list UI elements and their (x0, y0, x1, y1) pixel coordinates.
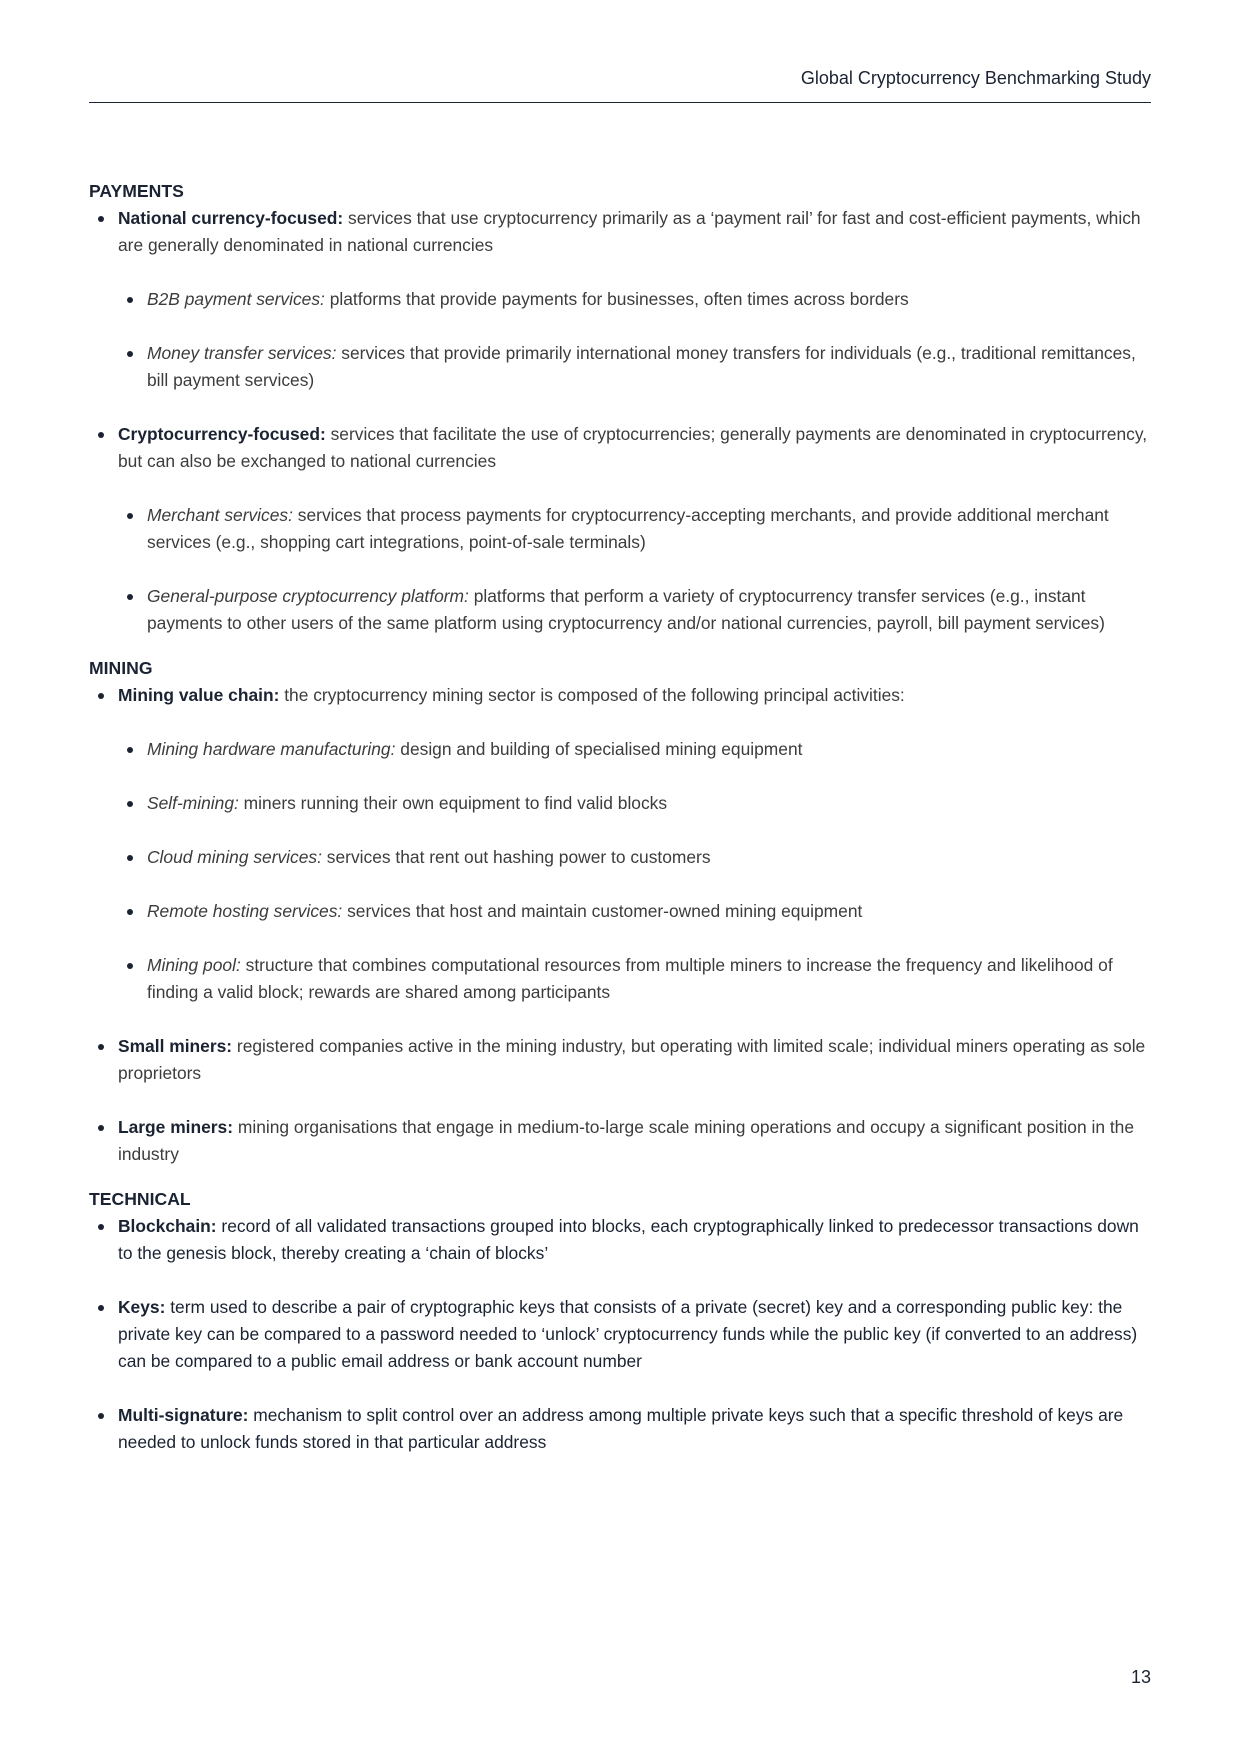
term: Large miners: (118, 1117, 234, 1137)
section-mining (89, 655, 1151, 1168)
sub-term: B2B payment services: (147, 289, 325, 309)
technical-list (89, 1213, 1151, 1456)
sub-term: Merchant services: (147, 505, 293, 525)
definition: the cryptocurrency mining sector is composed of the following principal activities: (284, 685, 905, 705)
term: Cryptocurrency-focused: (118, 424, 326, 444)
sub-list-item (118, 502, 1151, 556)
list-item (89, 205, 1151, 394)
list-item (89, 682, 1151, 1006)
sub-definition: services that host and maintain customer-owned mining equipment (347, 901, 863, 921)
sub-list-item (118, 898, 1151, 925)
sub-definition: structure that combines computational resources from multiple miners to increase the frequency and likelihood of finding a valid block; rewards are shared among participants (147, 955, 1113, 1002)
term: Small miners: (118, 1036, 233, 1056)
sub-list (118, 502, 1151, 637)
list-item (89, 1033, 1151, 1087)
definition: services that use cryptocurrency primarily as a ‘payment rail’ for fast and cost-efficient payments, which are generally denominated in national currencies (118, 208, 1141, 255)
term: Multi-signature: (118, 1405, 249, 1425)
sub-list-item (118, 286, 1151, 313)
sub-term: General-purpose cryptocurrency platform: (147, 586, 469, 606)
definition: term used to describe a pair of cryptographic keys that consists of a private (secret) key and a corresponding public key: the private key can be compared to a password needed to ‘unlock’ cryptocurrency funds while the public key (if converted to an address) can be compared to a public email address or bank account number (118, 1297, 1138, 1371)
term: National currency-focused: (118, 208, 344, 228)
term: Keys: (118, 1297, 166, 1317)
payments-list (89, 205, 1151, 637)
section-heading: MINING (89, 658, 153, 678)
sub-list-item (118, 583, 1151, 637)
term: Mining value chain: (118, 685, 280, 705)
sub-list (118, 286, 1151, 394)
list-item (89, 1402, 1151, 1456)
sub-term: Money transfer services: (147, 343, 337, 363)
glossary-content (89, 178, 1151, 1474)
list-item (89, 1213, 1151, 1267)
sub-list-item (118, 952, 1151, 1006)
section-payments (89, 178, 1151, 637)
definition: services that facilitate the use of cryptocurrencies; generally payments are denominated in cryptocurrency, but can also be exchanged to national currencies (118, 424, 1148, 471)
definition: mining organisations that engage in medium-to-large scale mining operations and occupy a significant position in the industry (118, 1117, 1135, 1164)
section-heading: TECHNICAL (89, 1189, 191, 1209)
list-item (89, 421, 1151, 637)
list-item (89, 1294, 1151, 1375)
sub-term: Mining hardware manufacturing: (147, 739, 396, 759)
mining-list (89, 682, 1151, 1168)
sub-list (118, 736, 1151, 1006)
sub-definition: services that process payments for cryptocurrency-accepting merchants, and provide additional merchant services (e.g., shopping cart integrations, point-of-sale terminals) (147, 505, 1109, 552)
sub-term: Remote hosting services: (147, 901, 343, 921)
sub-definition: services that rent out hashing power to customers (326, 847, 711, 867)
definition: mechanism to split control over an address among multiple private keys such that a specific threshold of keys are needed to unlock funds stored in that particular address (118, 1405, 1124, 1452)
sub-list-item (118, 340, 1151, 394)
section-heading: PAYMENTS (89, 181, 184, 201)
term: Blockchain: (118, 1216, 217, 1236)
sub-list-item (118, 736, 1151, 763)
sub-list-item (118, 844, 1151, 871)
definition: registered companies active in the mining industry, but operating with limited scale; individual miners operating as sole proprietors (118, 1036, 1146, 1083)
sub-definition: services that provide primarily international money transfers for individuals (e.g., traditional remittances, bill payment services) (147, 343, 1136, 390)
sub-definition: miners running their own equipment to find valid blocks (243, 793, 668, 813)
sub-term: Self-mining: (147, 793, 239, 813)
section-technical (89, 1186, 1151, 1456)
sub-definition: design and building of specialised mining equipment (400, 739, 803, 759)
sub-term: Cloud mining services: (147, 847, 322, 867)
sub-list-item (118, 790, 1151, 817)
page-number: 13 (1130, 1667, 1151, 1687)
sub-term: Mining pool: (147, 955, 241, 975)
sub-definition: platforms that perform a variety of cryptocurrency transfer services (e.g., instant payments to other users of the same platform using cryptocurrency and/or national currencies, payroll, bill payment services) (147, 586, 1105, 633)
definition: record of all validated transactions grouped into blocks, each cryptographically linked to predecessor transactions down to the genesis block, thereby creating a ‘chain of blocks’ (118, 1216, 1139, 1263)
running-title: Global Cryptocurrency Benchmarking Study (800, 68, 1151, 88)
list-item (89, 1114, 1151, 1168)
page-header (89, 68, 1151, 103)
sub-definition: platforms that provide payments for businesses, often times across borders (329, 289, 909, 309)
